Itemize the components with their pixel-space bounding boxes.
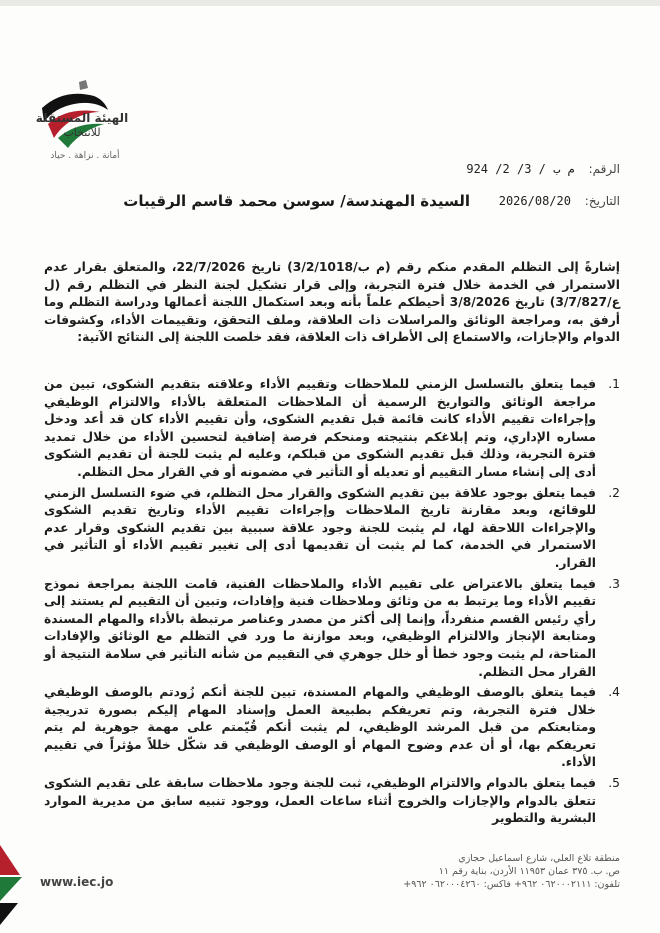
findings-list xyxy=(44,376,620,831)
date-row xyxy=(499,194,620,208)
finding-text: فيما يتعلق بالوصف الوظيفي والمهام المسندة، تبين للجنة أنكم زُودتم بالوصف الوظيفي خلال فترة التجربة، وتم تعريفكم بطبيعة العمل وإسناد المهام إليكم بصورة تدريجية ومتابعتكم من قبل المرشد الوظيفي، لم يثبت أنكم قُيّمتم على مهمة جوهرية لم يتم تعريفكم بها، أو أن عدم وضوح المهام أو الوصف الوظيفي قد شكّل خللاً مؤثراً في تقييم الأداء. xyxy=(44,685,596,770)
footer-address xyxy=(403,852,620,891)
finding-number: 2. xyxy=(608,485,620,500)
website-link[interactable]: www.iec.jo xyxy=(40,875,114,889)
org-name: الهيئة المستقلة xyxy=(35,111,129,125)
address-line: ص. ب. ٣٧٥ عمان ١١٩٥٣ الأردن، بناية رقم ١١ xyxy=(438,866,620,877)
org-tagline: أمانة . نزاهة . حياد xyxy=(50,151,120,161)
reference-number: م ب / 3/ 2/ 924 xyxy=(466,162,575,176)
finding-text: فيما يتعلق بالتسلسل الزمني للملاحظات وتقييم الأداء وعلاقته بتقديم الشكوى، تبين من مراجعة الوثائق والتواريخ الرسمية أن الملاحظات المتعلقة بالأداء والالتزام الوظيفي وإجراءات تقييم الأداء كانت قائمة قبل تقديم الشكوى، وأن تقييم الأداء كان قد أعد ودخل مساره الإداري، وتم إبلاغكم بنتيجته ومنحكم فرصة إضافية لتحسين الأداء من خلال تمديد فترة التجربة، وذلك قبل تقديم الشكوى من قبلكم، وعليه لم يثبت للجنة أن تقديم الشكوى أدى إلى إنشاء مسار التقييم أو تعديله أو التأثير في مضمونه أو في القرار محل التظلم. xyxy=(44,377,596,479)
phone-line: تلفون: ٠٦٢٠٠٠٢١١١ ٩٦٢+ فاكس: ٠٦٢٠٠٠٤٢٦٠ ٩٦٢+ xyxy=(403,879,620,890)
date-label: التاريخ: xyxy=(584,194,620,208)
finding-item xyxy=(44,485,620,573)
finding-number: 5. xyxy=(608,776,620,791)
footer-flag-mark xyxy=(0,845,28,925)
finding-item xyxy=(44,376,620,482)
date-value: 2026/08/20 xyxy=(498,194,571,208)
finding-item xyxy=(44,684,620,772)
org-name-sub: للانتخاب xyxy=(63,126,101,139)
finding-text: فيما يتعلق بالدوام والالتزام الوظيفي، ثبت للجنة وجود ملاحظات سابقة على تقديم الشكوى تتعلق بالدوام والإجازات والخروج أثناء ساعات العمل، ووجود تنبيه سابق من مديرية الموارد البشرية والتطوير xyxy=(44,776,596,826)
page-top-edge xyxy=(0,0,660,6)
finding-item xyxy=(44,576,620,682)
finding-number: 3. xyxy=(608,576,620,591)
reference-label: الرقم: xyxy=(588,162,620,176)
finding-text: فيما يتعلق بوجود علاقة بين تقديم الشكوى والقرار محل التظلم، في ضوء التسلسل الزمني للوقائع، وبعد مقارنة تاريخ الملاحظات وإجراءات تقييم الأداء وتاريخ تقديم الشكوى والإجراءات اللاحقة لها، لم يثبت للجنة وجود علاقة سببية بين تقديم الشكوى وقرار عدم الاستمرار في الخدمة، كما لم يثبت أن تقديمها أدى إلى تغيير تقييم الأداء أو التأثير في القرار. xyxy=(44,485,596,570)
intro-paragraph: إشارةً إلى التظلم المقدم منكم رقم (م ب/3/2/1018) تاريخ 22/7/2026، والمتعلق بقرار عدم الاستمرار في الخدمة خلال فترة التجربة، وإلى قرار تشكيل لجنة النظر في التظلم رقم (ل ع/3/7/827) تاريخ 3/8/2026 أحيطكم علماً بأنه وبعد استكمال اللجنة أعمالها ودراسة التظلم وما أرفق به، ومراجعة الوثائق والمراسلات ذات العلاقة، وملف التحقق، وتقييمات الأداء، وكشوفات الدوام والإجازات، والاستماع إلى الأطراف ذات العلاقة، فقد خلصت اللجنة إلى النتائج الآتية: xyxy=(44,260,620,345)
finding-number: 1. xyxy=(608,377,620,391)
finding-number: 4. xyxy=(608,685,620,700)
finding-text: فيما يتعلق بالاعتراض على تقييم الأداء والملاحظات الفنية، قامت اللجنة بمراجعة نموذج تقييم الأداء وما يرتبط به من وثائق وملاحظات فنية وإفادات، وتبين أن التقييم لم يستند إلى رأي رئيس القسم منفرداً، وإنما إلى أكثر من مصدر وعناصر مرتبطة بالأداء والمهام المسندة ومتابعة الإنجاز والالتزام الوظيفي، وبعد موازنة ما ورد في التظلم مع الوثائق والإفادات المتاحة، لم يثبت وجود خطأ أو خلل جوهري في التقييم من شأنه التأثير في سلامة النتيجة أو القرار محل التظلم. xyxy=(44,576,596,679)
finding-item xyxy=(44,775,620,828)
recipient-name: السيدة المهندسة/ سوسن محمد قاسم الرقيبات xyxy=(123,192,470,210)
reference-row xyxy=(466,162,620,176)
address-line: منطقة تلاع العلي، شارع اسماعيل حجازي xyxy=(458,853,620,864)
